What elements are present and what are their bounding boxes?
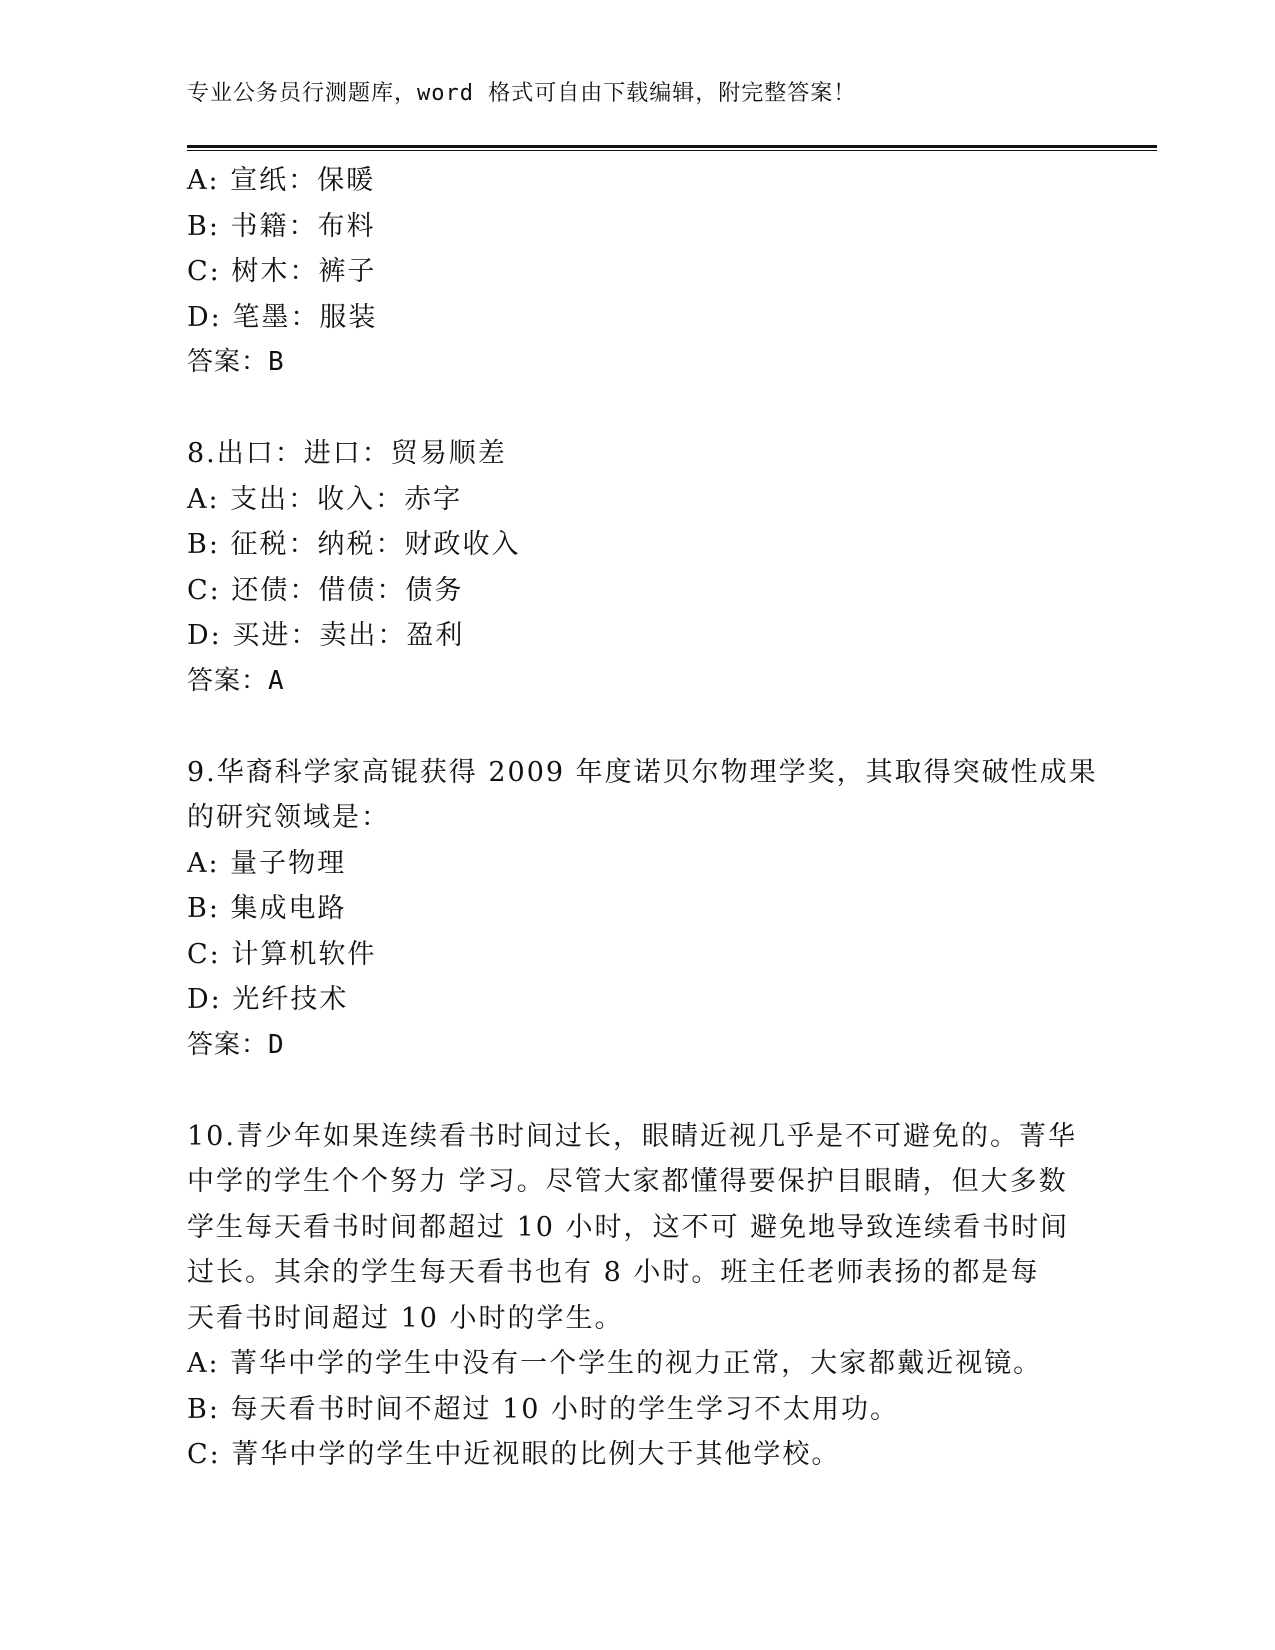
answer-line: 答案：A <box>187 665 285 696</box>
question-stem: 的研究领域是： <box>187 802 390 833</box>
option-c: C: 计算机软件 <box>187 938 377 970</box>
option-a: A: 支出：收入：赤字 <box>187 483 463 515</box>
page-header: 专业公务员行测题库，word 格式可自由下载编辑，附完整答案！ <box>187 81 857 106</box>
answer-line: 答案：D <box>187 1029 285 1060</box>
option-a: A: 量子物理 <box>187 847 347 879</box>
question-stem: 9.华裔科学家高锟获得 2009 年度诺贝尔物理学奖，其取得突破性成果 <box>187 756 1098 788</box>
option-c: C: 树木：裤子 <box>187 256 377 287</box>
option-a: A: 菁华中学的学生中没有一个学生的视力正常，大家都戴近视镜。 <box>187 1348 1043 1379</box>
document-body <box>187 158 1098 1478</box>
question-9 <box>187 750 1098 1069</box>
question-stem: 学生每天看书时间都超过 10 小时，这不可 避免地导致连续看书时间 <box>187 1211 1070 1243</box>
option-b: B: 征税：纳税：财政收入 <box>187 529 521 560</box>
question-10 <box>187 1114 1087 1478</box>
option-b: B: 每天看书时间不超过 10 小时的学生学习不太用功。 <box>187 1393 900 1425</box>
question-stem: 中学的学生个个努力 学习。尽管大家都懂得要保护目眼睛，但大多数 <box>187 1166 1068 1197</box>
header-rule-thick <box>187 145 1157 148</box>
question-stem: 天看书时间超过 10 小时的学生。 <box>187 1302 624 1334</box>
previous-question-block <box>187 158 1087 386</box>
option-c: C: 还债：借债：债务 <box>187 574 464 606</box>
option-d: D: 光纤技术 <box>187 984 349 1015</box>
option-d: D: 笔墨：服装 <box>187 301 378 333</box>
header-rule-thin <box>187 150 1157 151</box>
question-stem: 10.青少年如果连续看书时间过长，眼睛近视几乎是不可避免的。菁华 <box>187 1120 1077 1152</box>
option-b: B: 集成电路 <box>187 893 347 924</box>
question-stem: 8.出口：进口：贸易顺差 <box>187 438 507 469</box>
option-d: D: 买进：卖出：盈利 <box>187 620 465 651</box>
question-8 <box>187 431 1087 704</box>
option-b: B: 书籍：布料 <box>187 210 376 242</box>
question-stem: 过长。其余的学生每天看书也有 8 小时。班主任老师表扬的都是每 <box>187 1257 1040 1288</box>
answer-line: 答案：B <box>187 347 285 377</box>
option-a: A: 宣纸：保暖 <box>187 165 376 196</box>
option-c: C: 菁华中学的学生中近视眼的比例大于其他学校。 <box>187 1439 841 1470</box>
